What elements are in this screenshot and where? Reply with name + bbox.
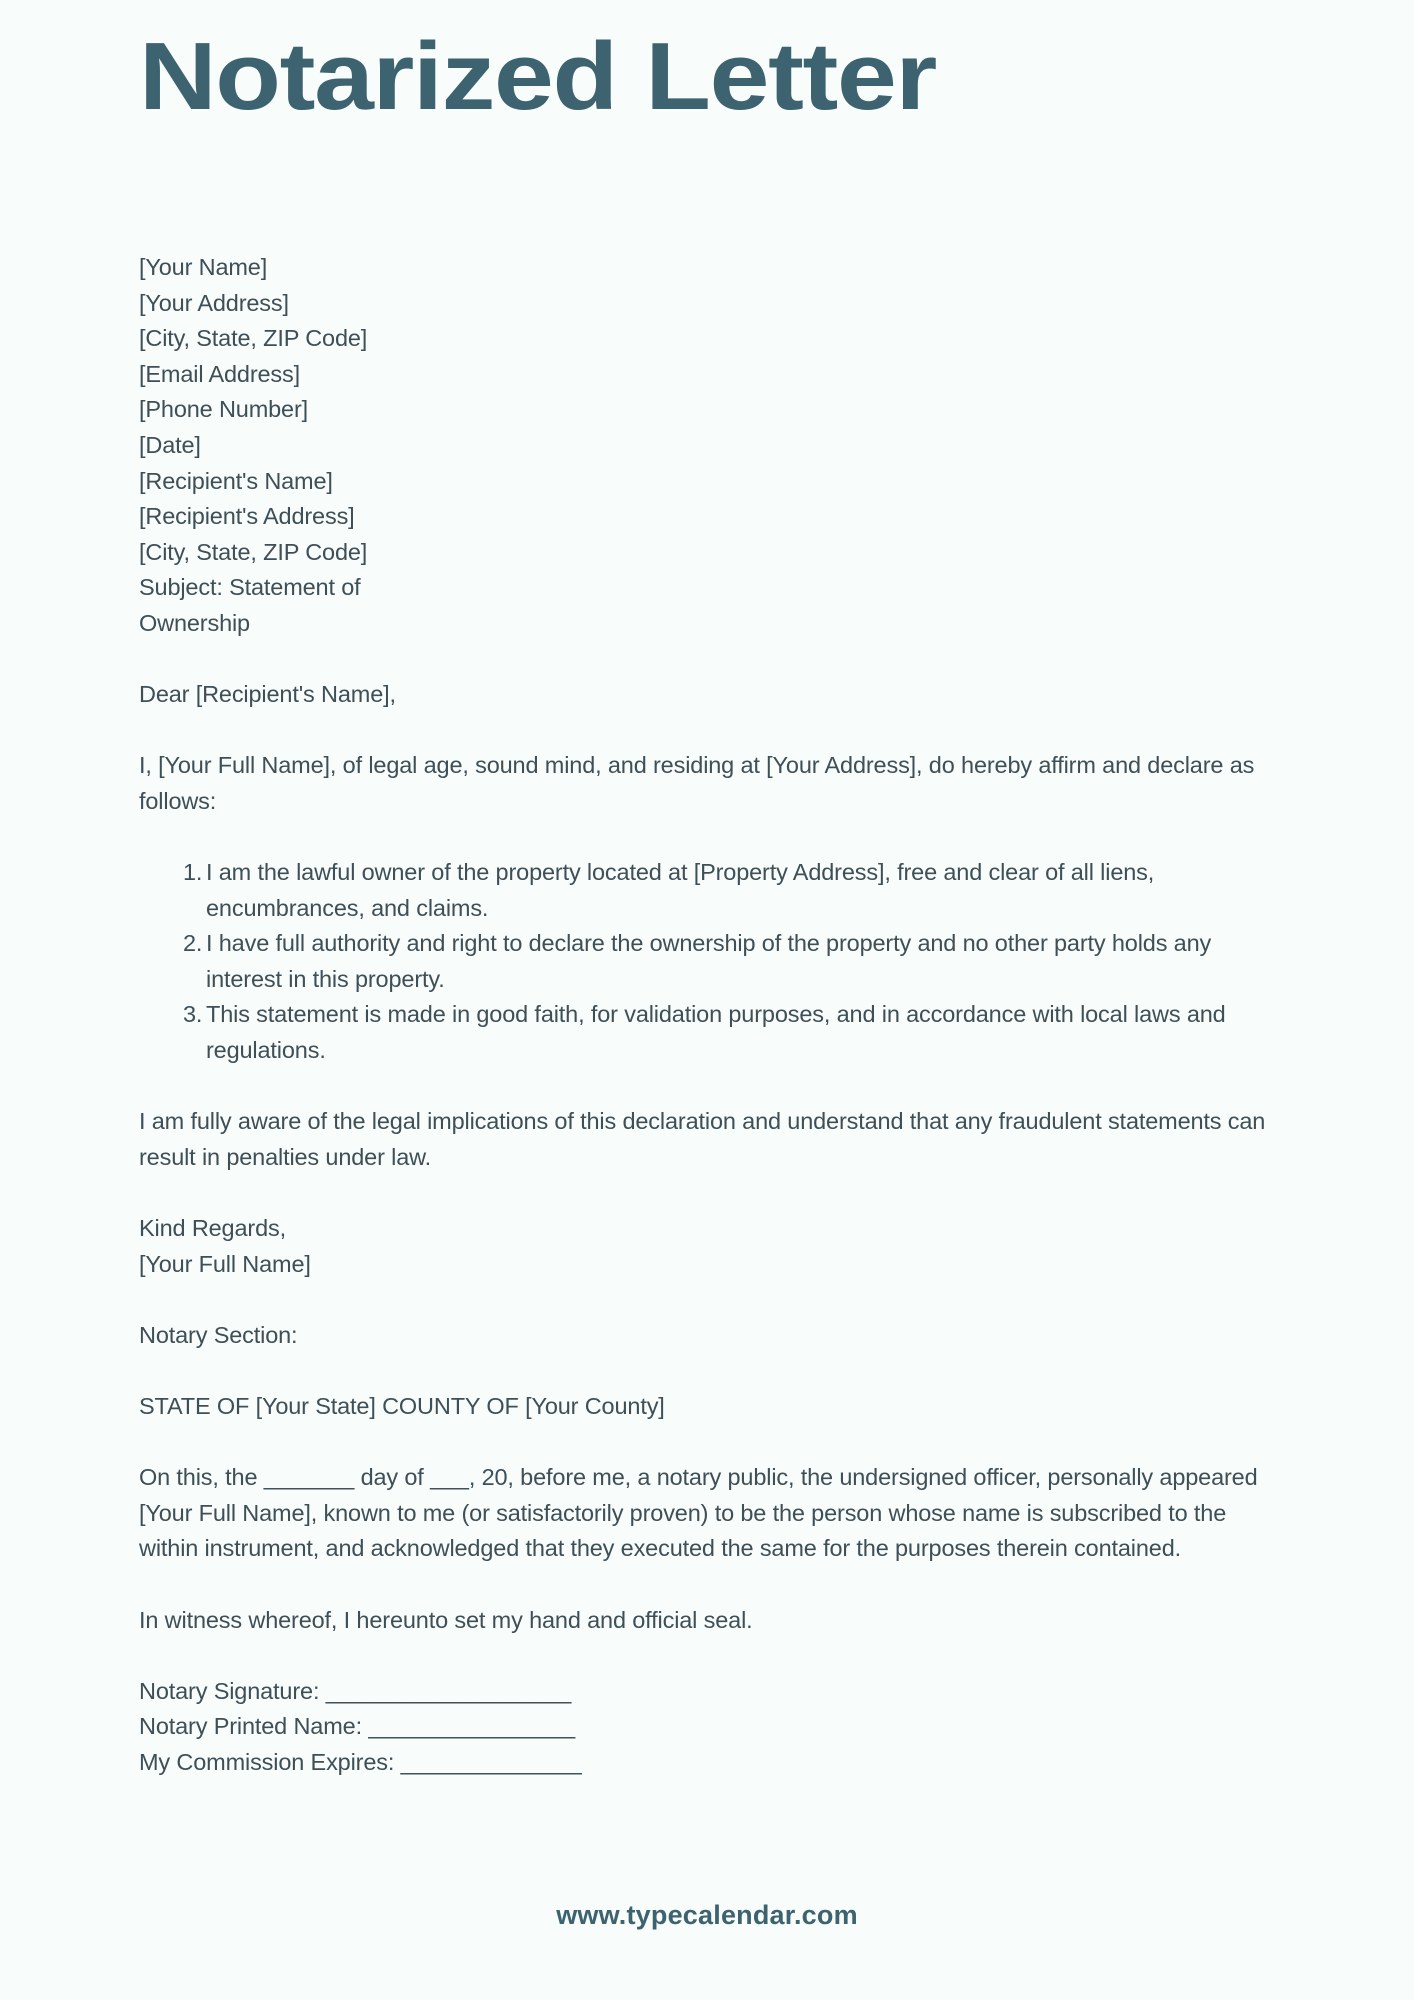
claims-list [139, 855, 1267, 1069]
recipient-line-name: [Recipient's Name] [139, 467, 333, 494]
notary-witness-statement: In witness whereof, I hereunto set my hand and official seal. [139, 1606, 753, 1633]
notary-jurisdiction: STATE OF [Your State] COUNTY OF [Your County] [139, 1393, 665, 1419]
sender-line-date: [Date] [139, 431, 201, 458]
spacer [139, 1353, 1267, 1389]
spacer [139, 1069, 1267, 1105]
subject-line-part-1: Subject: Statement of [139, 574, 361, 601]
salutation: Dear [Recipient's Name], [139, 681, 396, 708]
notary-section-heading: Notary Section: [139, 1321, 298, 1348]
notary-acknowledgement: On this, the _______ day of ___, 20, before me, a notary public, the undersigned officer, personally appeared [Your Full Name], known to me (or satisfactorily proven) to be the person whose name is subscribed to the within instrument, and acknowledged that they executed the same for the purposes therein contained. [139, 1464, 1258, 1562]
spacer [139, 1425, 1267, 1461]
sender-line-your-name: [Your Name] [139, 254, 268, 280]
letter-body [139, 250, 1267, 1781]
awareness-paragraph: I am fully aware of the legal implications of this declaration and understand that any fraudulent statements can result in penalties under law. [139, 1108, 1266, 1170]
spacer [139, 1567, 1267, 1603]
recipient-line-address: [Recipient's Address] [139, 503, 355, 530]
spacer [139, 642, 1267, 678]
closing-block [139, 1211, 1267, 1282]
spacer [139, 1638, 1267, 1674]
subject-line-part-2: Ownership [139, 609, 250, 636]
list-item: I have full authority and right to declare the ownership of the property and no other party holds any interest in this property. [206, 930, 1212, 992]
list-item: This statement is made in good faith, for validation purposes, and in accordance with local laws and regulations. [206, 1001, 1226, 1064]
opening-paragraph: I, [Your Full Name], of legal age, sound mind, and residing at [Your Address], do hereby affirm and declare as follows: [139, 752, 1255, 814]
notary-signature-block [139, 1674, 1267, 1781]
closing-regards: Kind Regards, [139, 1215, 286, 1242]
notary-signature-line: Notary Signature: ___________________ [139, 1677, 572, 1704]
sender-line-email: [Email Address] [139, 360, 301, 387]
sender-recipient-block [139, 250, 1267, 642]
notary-printed-name-line: Notary Printed Name: ________________ [139, 1713, 576, 1740]
list-item: I am the lawful owner of the property located at [Property Address], free and clear of all liens, encumbrances, and claims. [206, 859, 1155, 921]
spacer [139, 820, 1267, 856]
spacer [139, 1282, 1267, 1318]
sender-line-your-address: [Your Address] [139, 289, 289, 316]
sender-line-city-state-zip: [City, State, ZIP Code] [139, 325, 368, 352]
recipient-line-city-state-zip: [City, State, ZIP Code] [139, 538, 368, 565]
spacer [139, 713, 1267, 749]
notary-commission-expires-line: My Commission Expires: ______________ [139, 1748, 582, 1775]
closing-signature-name: [Your Full Name] [139, 1250, 311, 1277]
footer-website: www.typecalendar.com [556, 1900, 858, 1930]
spacer [139, 1175, 1267, 1211]
sender-line-phone: [Phone Number] [139, 396, 309, 423]
page-title: Notarized Letter [139, 23, 936, 130]
